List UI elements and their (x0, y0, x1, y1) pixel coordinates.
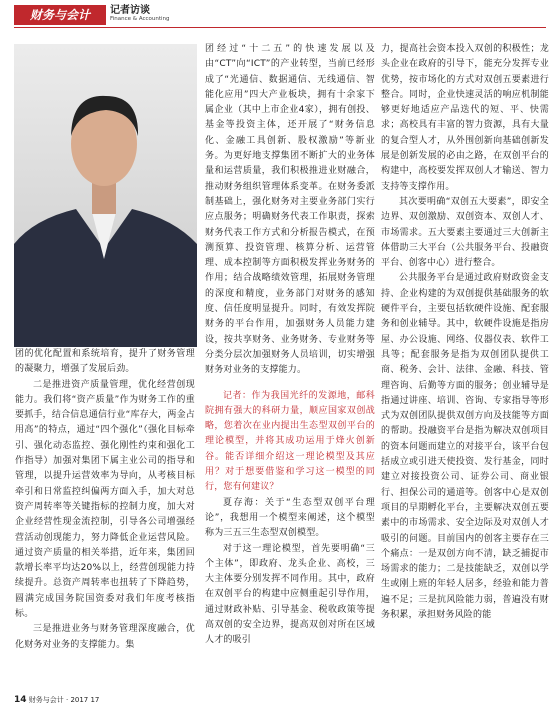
paragraph: 团经过“十二五”的快速发展以及由“CT”向“ICT”的产业转型，当前已经形成了“光通信、数据通信、无线通信、智能化应用”四大产业板块，拥有十余家下属企业（其中上市企业4家），拥有创投、基金等投资主体，还开展了“财务信息化、金融工具创新、股权激励”等新业务。为更好地支撑集团不断扩大的业务体量和运营质量，我们积极推进业财融合，推动财务组织管理体系变革。在财务委派制基础上，强化财务对主要业务部门实行应点服务；明确财务代表工作职责，探索财务代表工作方式和分析报告模式，在预测预算、投资管理、核算分析、运营管理、成本控制等方面积极发挥业务财务的作用；结合战略绩效管理，拓展财务管理的深度和精度，业务部门对财务的感知度、信任度明显提升。同时，有效发挥院财务的平台作用，加强财务人员能力建设，按共享财务、业务财务、专业财务等分类分层次加强财务人员培训，切实增强财务对业务的支撑能力。 (205, 44, 375, 376)
column-1 (15, 347, 195, 653)
page-footer (14, 695, 99, 705)
footer-text: 财务与会计 · 2017 17 (28, 696, 100, 704)
paragraph: 力，提高社会资本投入双创的积极性；龙头企业在政府的引导下，能充分发挥专业优势，按市场化的方式对双创五要素进行整合。同时，企业快速灵活的响应机制能够更好地适应产品迭代的短、平、快需求；高校具有丰富的智力资源，具有大量的复合型人才，从外围创新向基础创新发展是创新发展的必由之路，在双创平台的构建中，高校要发挥双创人才输送、智力支持等支撑作用。 (381, 44, 549, 192)
paragraph: 夏存海：关于“生态型双创平台理论”，我想用一个模型来阐述，这个模型称为三五三生态型双创模型。 (205, 497, 375, 539)
paragraph: 对于这一理论模型，首先要明确“三个主体”，即政府、龙头企业、高校，三大主体要分别发挥不同作用。其中，政府在双创平台的构建中应侧重起引导作用，通过财政补贴、引导基金、税收政策等提高双创的安全边界，提高双创对所在区域人才的吸引 (205, 543, 375, 646)
interview-question: 记者：作为我国光纤的发源地，邮科院拥有强大的科研力量，顺应国家双创战略，您着次在业内提出生态型双创平台的理论模型，并将其成功运用于烽火创新谷。能否详细介绍这一理论模型及其应用？对于想要借鉴和学习这一模型的同行，您有何建议？ (205, 390, 375, 493)
paragraph: 其次要明确“双创五大要素”，即安全边界、双创激励、双创资本、双创人才、市场需求。五大要素主要通过三大创新主体借助三大平台（公共服务平台、投融资平台、创客中心）进行整合。 (381, 196, 549, 269)
page-header (0, 0, 554, 26)
magazine-logo: 财务与会计 (14, 5, 106, 25)
section-title: 记者访谈 (110, 5, 150, 16)
paragraph: 三是推进业务与财务管理深度融合，优化财务对业务的支撑能力。集 (15, 624, 195, 650)
page-number: 14 (14, 695, 27, 705)
column-3 (381, 42, 549, 623)
section-subtitle: Finance & Accounting (110, 16, 170, 22)
paragraph: 团的优化配置和系统培育，提升了财务管理的凝聚力，增强了发展后劲。 (15, 349, 195, 375)
column-2 (205, 42, 375, 649)
interviewee-photo (14, 44, 197, 347)
paragraph: 二是推进资产质量管理，优化经营创现能力。我们将“资产质量”作为财务工作的重要抓手，结合信息通信行业“库存大，两金占用高”的特点，通过“四个强化”（强化目标牵引、强化动态监控、强化刚性约束和强化工作指导）加强对集团下属主业公司的指导和管理，以提升运营效率为导向，从考核目标牵引和日常监控纠偏两方面入手，加大对总资产周转率等关键指标的控制力度，加大对企业经营性现金流控制，引导各公司增强经营活动创现能力，努力降低企业运营风险。通过资产质量的相关举措，近年来，集团回款增长率平均达20%以上，经营创现能力持续提升。总资产周转率也扭转了下降趋势，圆满完成国务院国资委对我们年度考核指标。 (15, 379, 195, 620)
header-divider (14, 27, 546, 28)
paragraph: 公共服务平台是通过政府财政资金支持、企业构建的为双创提供基础服务的软硬件平台，主要包括软硬件设施、配套服务和创业辅导。其中，软硬件设施是指房屋、办公设施、网络、仪器仪表、软件工具等；配套服务是指为双创团队提供工商、税务、会计、法律、金融、科技、管理咨询、后勤等方面的服务；创业辅导是指通过讲座、培训、咨询、专家指导等形式为双创团队提供双创方向及技能等方面的帮助。投融资平台是指为解决双创项目的资本问题而建立的对接平台，该平台包括成立或引进天使投资、发行基金，同时建立对接投资公司、证券公司、商业银行、担保公司的通道等。创客中心是双创项目的早期孵化平台，主要解决双创五要素中的市场需求、安全边际及对双创人才吸引的问题。目前国内的创客主要存在三个痛点：一是双创方向不清，缺乏捕捉市场需求的能力；二是技能缺乏，双创以学生或刚上班的年轻人居多，经验和能力普遍不足；三是抗风险能力弱，普遍没有财务积累，承担财务风险的能 (381, 273, 549, 620)
